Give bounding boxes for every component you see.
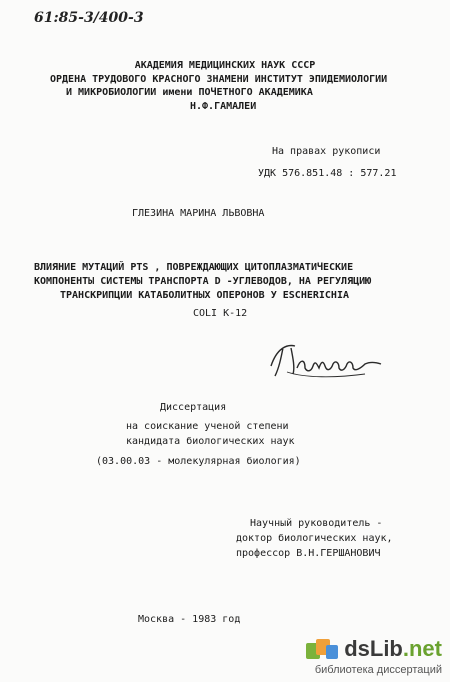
thesis-label: Диссертация <box>160 402 227 413</box>
city-year: Москва - 1983 год <box>138 614 241 625</box>
institution-line-2: ОРДЕНА ТРУДОВОГО КРАСНОГО ЗНАМЕНИ ИНСТИТУТ ЭПИДЕМИОЛОГИИ <box>50 74 388 85</box>
author-name: ГЛЕЗИНА МАРИНА ЛЬВОВНА <box>132 208 265 219</box>
supervisor-label: Научный руководитель - <box>250 518 383 529</box>
books-icon <box>306 637 340 661</box>
thesis-field-line: кандидата биологических наук <box>126 436 295 447</box>
dslib-logo <box>306 636 442 662</box>
udc-code: УДК 576.851.48 : 577.21 <box>258 168 397 179</box>
logo-suffix: .net <box>402 636 442 661</box>
supervisor-degree: доктор биологических наук, <box>236 533 393 544</box>
logo-text <box>344 636 442 662</box>
thesis-degree-line: на соискание ученой степени <box>126 421 289 432</box>
logo-brand: dsLib <box>344 636 403 661</box>
supervisor-name: профессор В.Н.ГЕРШАНОВИЧ <box>236 548 381 559</box>
institution-line-1: АКАДЕМИЯ МЕДИЦИНСКИХ НАУК СССР <box>134 60 316 71</box>
institution-line-3: И МИКРОБИОЛОГИИ имени ПОЧЕТНОГО АКАДЕМИКА <box>66 87 313 98</box>
watermark <box>282 636 442 676</box>
thesis-title-line-4: COLI K-12 <box>193 308 248 319</box>
thesis-specialty-line: (03.00.03 - молекулярная биология) <box>96 456 301 467</box>
thesis-title-line-1: ВЛИЯНИЕ МУТАЦИЙ PTS , ПОВРЕЖДАЮЩИХ ЦИТОПЛАЗМАТИЧЕСКИЕ <box>34 262 354 273</box>
thesis-title-line-3: ТРАНСКРИПЦИИ КАТАБОЛИТНЫХ ОПЕРОНОВ У ESCHERICHIA <box>60 290 349 301</box>
rights-note: На правах рукописи <box>272 146 381 157</box>
logo-subtitle: библиотека диссертаций <box>314 664 442 676</box>
institution-line-4: Н.Ф.ГАМАЛЕИ <box>190 101 257 112</box>
archive-code: 61:85-3/400-3 <box>34 10 144 26</box>
thesis-title-line-2: КОМПОНЕНТЫ СИСТЕМЫ ТРАНСПОРТА D -УГЛЕВОДОВ, НА РЕГУЛЯЦИЮ <box>34 276 372 287</box>
author-signature <box>265 338 385 380</box>
